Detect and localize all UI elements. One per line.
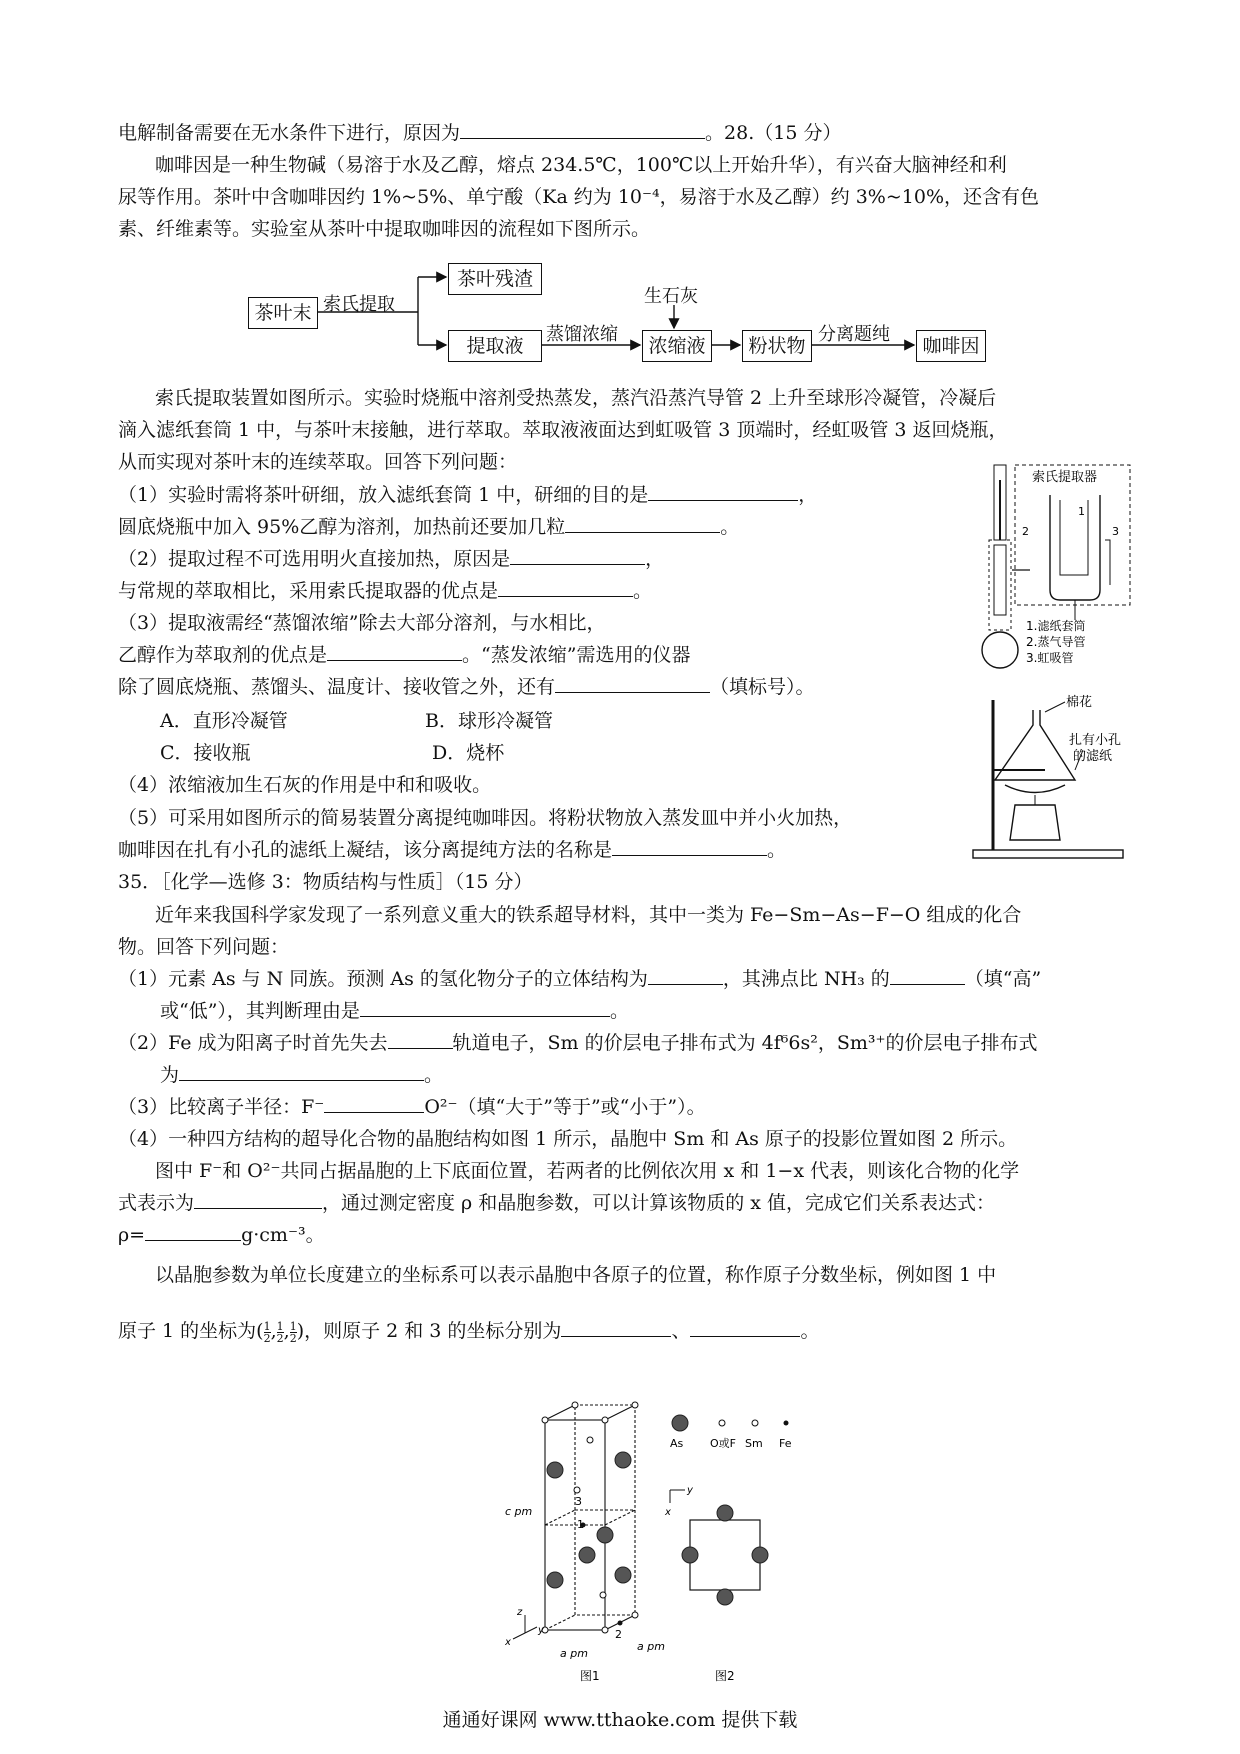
answer-blank[interactable] — [612, 837, 767, 856]
option-c[interactable]: C．接收瓶 — [160, 742, 251, 764]
q35-2-line2: 为 。 — [160, 1064, 444, 1086]
soxhlet-num3: 3 — [1112, 525, 1119, 538]
flow-arrows — [0, 250, 1240, 370]
q35-4-line4: ρ= g·cm⁻³。 — [118, 1224, 325, 1246]
answer-blank[interactable] — [179, 1062, 424, 1081]
q1-line1: （1）实验时需将茶叶研细，放入滤纸套筒 1 中，研细的目的是 ， — [118, 484, 818, 506]
q35-5-line1: 以晶胞参数为单位长度建立的坐标系可以表示晶胞中各原子的位置，称作原子分数坐标，例如图 1 中 — [155, 1264, 997, 1286]
flow-purify-label: 分离题纯 — [818, 324, 890, 345]
q3-line2: 乙醇作为萃取剂的优点是 。“蒸发浓缩”需选用的仪器 — [118, 644, 691, 666]
q35-4-line3: 式表示为 ，通过测定密度 ρ 和晶胞参数，可以计算该物质的 x 值，完成它们关系表达式： — [118, 1192, 996, 1214]
q2-line1: （2）提取过程不可选用明火直接加热，原因是 ， — [118, 548, 665, 570]
soxhlet-figure — [960, 455, 1140, 680]
q4-line: （4）浓缩液加生石灰的作用是中和和吸收。 — [118, 774, 492, 796]
soxhlet-legend1: 1.滤纸套筒 — [1026, 619, 1086, 633]
flow-caffeine: 咖啡因 — [916, 330, 986, 362]
fraction: $\frac{1}{2}$ — [276, 1319, 284, 1345]
answer-blank[interactable] — [648, 966, 723, 985]
flow-lime-label: 生石灰 — [644, 286, 698, 307]
q35-4-line2: 图中 F⁻和 O²⁻共同占据晶胞的上下底面位置，若两者的比例依次用 x 和 1−x 代表，则该化合物的化学 — [155, 1160, 1020, 1182]
fig1-caption: 图1 — [580, 1669, 600, 1683]
answer-blank[interactable] — [360, 998, 610, 1017]
flow-conc: 浓缩液 — [642, 330, 712, 362]
a-pm-label-1: a pm — [560, 1647, 588, 1660]
q28-intro-line3: 素、纤维素等。实验室从茶叶中提取咖啡因的流程如下图所示。 — [118, 218, 651, 240]
soxhlet-num1: 1 — [1078, 505, 1085, 518]
answer-blank[interactable] — [510, 546, 645, 565]
c-pm-label: c pm — [505, 1505, 533, 1518]
answer-blank[interactable] — [565, 514, 720, 533]
q35-intro-line2: 物。回答下列问题： — [118, 936, 290, 958]
fraction: $\frac{1}{2}$ — [289, 1319, 297, 1345]
soxhlet-num2: 2 — [1022, 525, 1029, 538]
q35-heading: 35．［化学—选修 3：物质结构与性质］（15 分） — [118, 871, 533, 893]
flow-tea: 茶叶末 — [248, 297, 318, 329]
fig2-axis-y-label: y — [687, 1485, 693, 1496]
soxhlet-desc-line1: 索氏提取装置如图所示。实验时烧瓶中溶剂受热蒸发，蒸汽沿蒸汽导管 2 上升至球形冷凝管，冷凝后 — [155, 387, 997, 409]
sublime-paper-line1: 扎有小孔 — [1069, 733, 1122, 748]
page-footer: 通通好课网 www.tthaoke.com 提供下载 — [442, 1709, 798, 1731]
axis-y-label: y — [538, 1625, 544, 1636]
answer-blank[interactable] — [648, 482, 798, 501]
flow-distill-label: 蒸馏浓缩 — [546, 324, 618, 345]
answer-blank[interactable] — [194, 1190, 322, 1209]
soxhlet-desc-line2: 滴入滤纸套筒 1 中，与茶叶末接触，进行萃取。萃取液液面达到虹吸管 3 顶端时，经虹吸管 3 返回烧瓶， — [118, 419, 1008, 441]
q2-line2: 与常规的萃取相比，采用索氏提取器的优点是 。 — [118, 580, 653, 602]
atom-label-2: 2 — [615, 1628, 622, 1641]
q5-line2: 咖啡因在扎有小孔的滤纸上凝结，该分离提纯方法的名称是 。 — [118, 839, 787, 861]
answer-blank[interactable] — [327, 642, 462, 661]
atom-label-3: 3 — [575, 1495, 582, 1508]
flow-extract-label: 索氏提取 — [323, 294, 395, 315]
q35-intro-line1: 近年来我国科学家发现了一系列意义重大的铁系超导材料，其中一类为 Fe−Sm−As−F−O 组成的化合 — [155, 904, 1022, 926]
a-pm-label-2: a pm — [637, 1640, 665, 1653]
q3-line1: （3）提取液需经“蒸馏浓缩”除去大部分溶剂，与水相比， — [118, 612, 606, 634]
soxhlet-legend3: 3.虹吸管 — [1026, 651, 1074, 665]
q28-intro-line2: 尿等作用。茶叶中含咖啡因约 1%~5%、单宁酸（Ka 约为 10⁻⁴，易溶于水及乙醇）约 3%~10%，还含有色 — [118, 186, 1040, 208]
answer-blank[interactable] — [890, 966, 965, 985]
fig2-caption: 图2 — [715, 1669, 735, 1683]
answer-blank[interactable] — [324, 1094, 424, 1113]
answer-blank[interactable] — [498, 578, 633, 597]
line-q27-end: 电解制备需要在无水条件下进行，原因为 。28.（15 分） — [118, 122, 842, 144]
legend-as: As — [670, 1437, 684, 1450]
q3-line3: 除了圆底烧瓶、蒸馏头、温度计、接收管之外，还有 （填标号）。 — [118, 676, 815, 698]
answer-blank[interactable] — [561, 1318, 671, 1337]
flow-powder: 粉状物 — [742, 330, 812, 362]
legend-o-or-f: O或F — [710, 1437, 736, 1450]
flow-residue: 茶叶残渣 — [448, 263, 542, 295]
soxhlet-legend2: 2.蒸气导管 — [1026, 635, 1086, 649]
option-b[interactable]: B．球形冷凝管 — [425, 710, 553, 732]
q28-intro-line1: 咖啡因是一种生物碱（易溶于水及乙醇，熔点 234.5℃，100℃以上开始升华），有兴奋大脑神经和利 — [155, 154, 1007, 176]
soxhlet-desc-line3: 从而实现对茶叶末的连续萃取。回答下列问题： — [118, 451, 518, 473]
sublime-cotton: 棉花 — [1066, 695, 1093, 710]
legend-sm: Sm — [745, 1437, 763, 1450]
flow-liquid: 提取液 — [448, 330, 542, 362]
q35-3-line: （3）比较离子半径：F⁻ O²⁻（填“大于”等于”或“小于”）。 — [118, 1096, 706, 1118]
answer-blank[interactable] — [555, 674, 710, 693]
q35-5-line2: 原子 1 的坐标为( $\frac{1}{2}$ , $\frac{1}{2}$ , $\frac{1}{2}$ )，则原子 2 和 3 的坐标分别为 、 。 — [118, 1319, 820, 1345]
q35-1-line2: 或“低”），其判断理由是 。 — [160, 1000, 629, 1022]
answer-blank[interactable] — [690, 1318, 800, 1337]
axis-z-label: z — [517, 1607, 523, 1618]
q5-line1: （5）可采用如图所示的简易装置分离提纯咖啡因。将粉状物放入蒸发皿中并小火加热， — [118, 807, 853, 829]
axis-x-label: x — [505, 1637, 511, 1648]
fig2-axis-x-label: x — [665, 1507, 671, 1518]
option-a[interactable]: A．直形冷凝管 — [160, 710, 288, 732]
q35-4-line1: （4）一种四方结构的超导化合物的晶胞结构如图 1 所示，晶胞中 Sm 和 As 原子的投影位置如图 2 所示。 — [118, 1128, 1018, 1150]
answer-blank[interactable] — [145, 1222, 241, 1241]
option-d[interactable]: D．烧杯 — [432, 742, 505, 764]
q35-2-line1: （2）Fe 成为阳离子时首先失去 轨道电子，Sm 的价层电子排布式为 4f⁶6s²，Sm³⁺的价层电子排布式 — [118, 1032, 1038, 1054]
legend-fe: Fe — [779, 1437, 792, 1450]
fraction: $\frac{1}{2}$ — [263, 1319, 271, 1345]
atom-label-1: 1 — [577, 1518, 584, 1531]
crystal-figure — [505, 1395, 805, 1685]
sublime-paper-line2: 的滤纸 — [1073, 749, 1113, 764]
soxhlet-title: 索氏提取器 — [1032, 470, 1098, 485]
q35-1-line1: （1）元素 As 与 N 同族。预测 As 的氢化物分子的立体结构为 ，其沸点比 NH₃ 的 （填“高” — [118, 968, 1042, 990]
answer-blank[interactable] — [460, 120, 705, 139]
sublimation-figure — [965, 690, 1135, 865]
answer-blank[interactable] — [388, 1030, 453, 1049]
q1-line2: 圆底烧瓶中加入 95%乙醇为溶剂，加热前还要加几粒 。 — [118, 516, 740, 538]
